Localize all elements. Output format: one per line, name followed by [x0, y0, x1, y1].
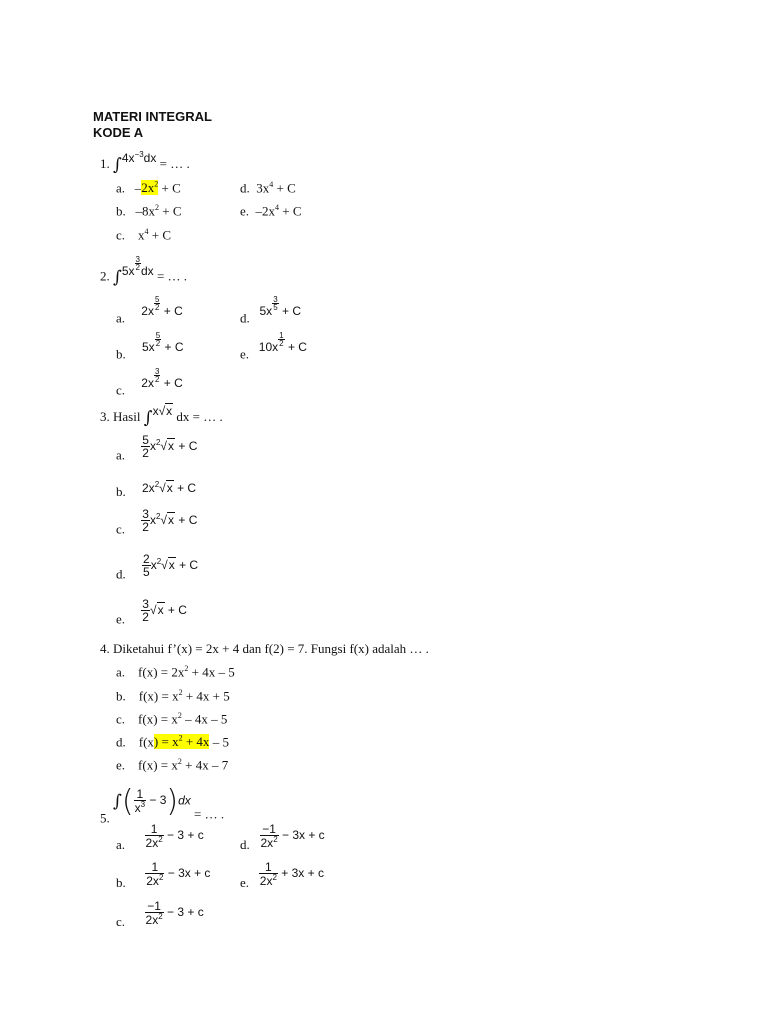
option-tail: − 3 + c: [167, 828, 204, 843]
q3-option-d[interactable]: [116, 553, 198, 583]
option-exponent: 2: [178, 734, 183, 743]
option-text: [258, 331, 307, 354]
sqrt-icon: √x: [158, 404, 173, 418]
option-exponent: 2: [155, 511, 161, 521]
frac-den: 2: [142, 520, 149, 534]
option-tail: + C: [163, 303, 183, 318]
option-text: [141, 367, 183, 390]
option-fraction: [145, 861, 164, 887]
question-5: [100, 784, 224, 826]
option-tail: + C: [175, 438, 198, 453]
option-label: e.: [116, 611, 126, 627]
frac-num: 3: [142, 507, 149, 521]
option-text: + C: [273, 180, 296, 196]
highlight: [154, 734, 210, 749]
q1-option-d[interactable]: [240, 180, 296, 196]
q2-option-d[interactable]: [240, 296, 301, 327]
q2-option-e[interactable]: [240, 332, 307, 363]
den-base: 2x: [145, 836, 159, 850]
option-label: a.: [116, 180, 126, 196]
option-exponent: 2: [156, 556, 162, 566]
exp-den: 2: [135, 263, 140, 273]
den-exponent: 2: [158, 912, 163, 921]
frac-den: 2: [142, 446, 149, 460]
option-exponent: 2: [155, 437, 161, 447]
q1-option-b[interactable]: [116, 203, 182, 219]
q1-exponent: −3: [134, 150, 144, 159]
q5-suffix: = … .: [194, 806, 225, 822]
q3-number: 3.: [100, 409, 110, 424]
den-base: 2x: [259, 874, 273, 888]
q3-x: x: [152, 404, 159, 418]
option-label: c.: [116, 382, 126, 398]
den-base: x: [134, 801, 141, 816]
left-paren-icon: (: [121, 784, 134, 819]
option-exponent: 2: [178, 688, 183, 697]
sqrt-icon: √x: [160, 512, 175, 527]
exp-num: 5: [155, 331, 161, 340]
option-fraction: [141, 598, 150, 623]
q3-radicand: x: [166, 404, 173, 418]
option-text: –8x: [135, 203, 155, 219]
option-text: – 5: [209, 734, 229, 750]
exp-num: 3: [154, 367, 160, 376]
integral-icon: ∫: [143, 408, 153, 428]
q4-option-c[interactable]: [116, 711, 227, 727]
option-text: f(x: [138, 734, 154, 750]
option-label: b.: [116, 346, 126, 362]
option-exponent: [154, 368, 160, 383]
question-4: 4. Diketahui f’(x) = 2x + 4 dan f(2) = 7. Fungsi f(x) adalah … .: [100, 641, 429, 656]
option-tail: + C: [164, 339, 184, 354]
q2-suffix: = … .: [156, 268, 188, 284]
q2-integrand: 5x: [121, 263, 135, 278]
option-tail: + C: [175, 512, 198, 527]
option-text: [142, 331, 184, 354]
question-2: [100, 256, 187, 288]
q4-option-d[interactable]: [116, 734, 229, 750]
option-exponent: 4: [275, 203, 280, 212]
integral-icon: ∫: [113, 791, 122, 812]
q2-option-b[interactable]: [116, 332, 184, 363]
frac-num: 1: [259, 861, 278, 874]
option-exponent: [155, 332, 161, 347]
option-fraction: [142, 553, 151, 578]
option-label: b.: [116, 484, 126, 499]
option-label: a.: [116, 447, 126, 463]
option-text: –2x: [255, 203, 276, 219]
sqrt-icon: √x: [161, 557, 175, 572]
option-tail: + C: [164, 602, 187, 617]
q3-option-e[interactable]: [116, 598, 187, 628]
sqrt-icon: √x: [149, 602, 164, 617]
option-label: e.: [240, 875, 250, 891]
q5-option-c[interactable]: [116, 900, 204, 930]
frac-num: 2: [143, 552, 150, 566]
q3-option-c[interactable]: [116, 508, 197, 538]
q3-option-a[interactable]: [116, 434, 197, 464]
den-exponent: 2: [273, 835, 278, 844]
exp-num: 5: [154, 295, 160, 304]
radicand: x: [168, 557, 175, 572]
q3-prefix: Hasil: [113, 409, 141, 424]
option-label: b.: [116, 203, 126, 219]
option-tail: + C: [163, 375, 183, 390]
q3-suffix: dx = … .: [176, 409, 223, 424]
option-exponent: 2: [184, 664, 189, 673]
integral-icon: ∫: [113, 155, 122, 175]
den-base: 2x: [260, 836, 274, 850]
exp-den: 2: [154, 303, 160, 313]
option-text: [141, 295, 183, 318]
frac-num: 1: [145, 823, 164, 836]
q2-option-a[interactable]: [116, 296, 183, 327]
frac-num: −1: [145, 900, 164, 913]
option-tail: + C: [175, 557, 199, 572]
frac-num: 1: [145, 861, 164, 874]
den-exponent: 2: [272, 873, 277, 882]
option-label: a.: [116, 664, 126, 680]
option-label: d.: [116, 734, 126, 750]
option-label: e.: [240, 346, 250, 362]
option-x: x: [150, 557, 157, 572]
option-text: f(x) = x: [138, 688, 179, 704]
option-fraction: [145, 900, 164, 926]
option-tail: + 3x + c: [281, 866, 324, 881]
option-text: –: [134, 180, 142, 196]
option-label: c.: [116, 521, 126, 537]
q2-option-c[interactable]: [116, 368, 183, 399]
exp-num: 1: [279, 331, 284, 340]
option-label: a.: [116, 837, 126, 853]
option-text: + C: [148, 227, 172, 243]
exp-num: 3: [135, 255, 140, 264]
option-exponent: [154, 296, 160, 311]
option-text: – 4x – 5: [181, 711, 228, 727]
option-label: c.: [116, 227, 126, 243]
option-text: + C: [159, 203, 182, 219]
option-base: 5x: [142, 339, 155, 354]
frac-num: 3: [142, 597, 149, 611]
option-exponent: 2: [155, 203, 159, 212]
right-paren-icon: ): [166, 784, 179, 819]
option-label: d.: [240, 837, 250, 853]
q5-fraction: [134, 788, 146, 814]
option-exponent: 2: [177, 757, 182, 766]
den-exponent: 2: [158, 835, 163, 844]
radicand: x: [168, 512, 175, 527]
option-base: 2x: [141, 303, 154, 318]
q1-number: 1.: [100, 156, 110, 171]
option-label: d.: [240, 310, 250, 326]
option-tail: − 3 + c: [167, 905, 204, 920]
question-1: [100, 150, 190, 175]
den-base: 2x: [146, 874, 159, 888]
option-exponent: 4: [269, 180, 274, 189]
highlight: [141, 180, 158, 195]
option-base: 10x: [258, 339, 279, 354]
exp-den: 2: [279, 339, 284, 349]
q5-option-b[interactable]: [116, 861, 210, 891]
option-exponent: 2: [154, 480, 160, 489]
option-label: d.: [240, 180, 250, 196]
option-text: [259, 295, 302, 318]
option-label: e.: [240, 203, 250, 219]
q1-dx: dx: [143, 151, 157, 165]
option-text: 3x: [256, 180, 270, 196]
frac-num: 1: [134, 788, 146, 801]
radicand: x: [166, 481, 173, 495]
option-text: ) = x: [153, 734, 179, 750]
frac-den: [145, 874, 164, 887]
option-x: x: [149, 512, 156, 527]
q1-option-c[interactable]: [116, 227, 171, 243]
frac-num: −1: [260, 823, 279, 836]
option-tail: − 3x + c: [167, 866, 211, 881]
option-tail: + C: [287, 339, 307, 354]
integral-icon: ∫: [113, 267, 122, 288]
option-fraction: [259, 861, 278, 887]
option-text: x: [138, 227, 145, 243]
q5-option-a[interactable]: [116, 823, 204, 853]
frac-den: 2: [142, 610, 149, 624]
q1-option-e[interactable]: [240, 203, 302, 219]
option-exponent: [272, 296, 278, 311]
option-text: + 4x: [182, 734, 210, 750]
sqrt-icon: √x: [159, 481, 173, 495]
exp-den: 2: [154, 375, 160, 385]
q3-option-b[interactable]: [116, 480, 196, 500]
option-label: b.: [116, 688, 126, 704]
q5-option-d[interactable]: [240, 823, 325, 853]
option-label: b.: [116, 875, 126, 891]
title-materi: MATERI INTEGRAL: [93, 109, 212, 124]
option-label: c.: [116, 711, 126, 727]
option-exponent: 4: [144, 227, 149, 236]
sqrt-icon: √x: [160, 438, 175, 453]
option-label: e.: [116, 757, 126, 773]
frac-den: [145, 913, 164, 926]
option-base: 2x: [142, 481, 155, 495]
frac-den: [145, 836, 164, 849]
exp-den: 2: [155, 339, 161, 349]
q1-integrand: 4x: [121, 151, 135, 165]
frac-den: [134, 801, 146, 814]
frac-den: 5: [143, 565, 150, 579]
option-exponent: 2: [154, 180, 159, 189]
option-text: f(x) = x: [138, 711, 178, 727]
option-base: 2x: [141, 375, 154, 390]
q5-dx: dx: [178, 793, 191, 808]
q1-option-a[interactable]: [116, 180, 181, 196]
radicand: x: [157, 602, 164, 617]
q1-suffix: = … .: [159, 156, 190, 171]
option-label: d.: [116, 566, 126, 582]
option-text: + C: [279, 203, 302, 219]
q5-minus: − 3: [149, 793, 167, 808]
option-text: + 4x – 7: [181, 757, 229, 773]
q4-option-e[interactable]: [116, 757, 228, 773]
exp-den: 5: [273, 303, 278, 313]
option-tail: + C: [281, 303, 301, 318]
title-kode: KODE A: [93, 125, 144, 140]
q5-option-e[interactable]: [240, 861, 324, 891]
den-exponent: 3: [140, 800, 146, 810]
option-fraction: [145, 823, 164, 849]
option-label: a.: [116, 310, 126, 326]
option-tail: − 3x + c: [281, 828, 325, 843]
frac-den: [260, 836, 279, 849]
q2-dx: dx: [141, 263, 154, 278]
option-base: 5x: [259, 303, 273, 318]
den-exponent: 2: [158, 873, 164, 882]
option-text: f(x) = 2x: [138, 664, 185, 680]
option-fraction: [141, 508, 150, 533]
question-3: [100, 404, 223, 428]
option-text: + 4x + 5: [182, 688, 230, 704]
option-exponent: [278, 332, 284, 347]
frac-den: [259, 874, 278, 887]
q5-number: 5.: [100, 810, 110, 826]
option-text: + C: [158, 180, 181, 196]
option-fraction: [260, 823, 279, 849]
q4-option-b[interactable]: [116, 688, 230, 704]
option-label: c.: [116, 914, 126, 930]
radicand: x: [168, 438, 175, 453]
frac-num: 5: [142, 433, 149, 447]
option-text: + 4x – 5: [188, 664, 235, 680]
option-text: 2x: [141, 180, 155, 196]
option-text: f(x) = x: [138, 757, 178, 773]
q4-option-a[interactable]: [116, 664, 235, 680]
option-fraction: [141, 434, 150, 459]
exp-num: 3: [273, 295, 278, 304]
option-x: x: [149, 438, 156, 453]
option-tail: + C: [173, 481, 197, 495]
den-base: 2x: [145, 913, 159, 927]
option-exponent: 2: [177, 711, 182, 720]
q2-number: 2.: [100, 268, 110, 284]
